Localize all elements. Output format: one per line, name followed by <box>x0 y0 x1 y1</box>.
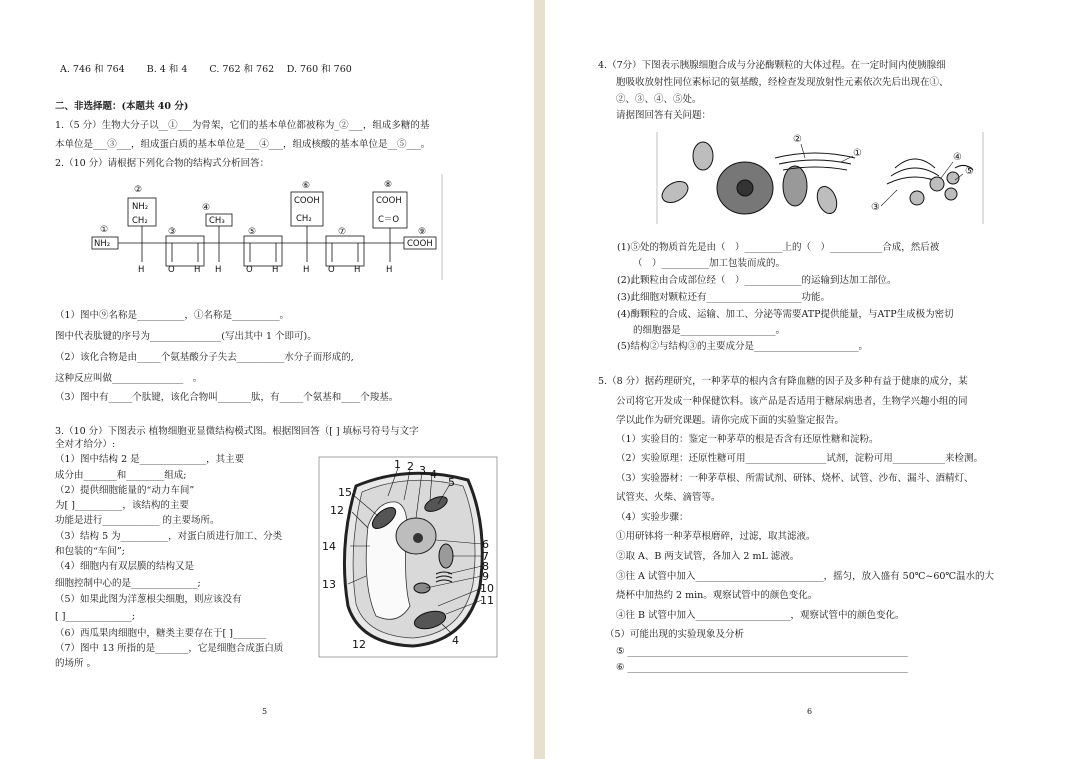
fig-label-3: ③ <box>871 202 880 213</box>
q2-line-5: （3）图中有_____个肽键，该化合物叫_______肽，有_____个氨基和____个羧基。 <box>55 392 399 403</box>
q5-line-7: 试管夹、火柴、滴管等。 <box>616 492 721 503</box>
q4-line-3: ②、③、④、⑤处。 <box>616 94 702 105</box>
cell-label-9: 9 <box>482 570 489 583</box>
q3-line-2: 全对才给分）: <box>55 439 116 450</box>
group-co: C＝O <box>378 215 400 225</box>
page-number-right: 6 <box>807 707 813 716</box>
pancreatic-secretion-figure <box>655 128 985 226</box>
label-3: ③ <box>168 227 177 237</box>
q5-line-10: ②取 A、B 两支试管，各加入 2 mL 滤液。 <box>616 551 800 562</box>
q4-answer-3: (3)此细胞对颗粒还有____________________功能。 <box>617 292 830 303</box>
cell-label-12-bottom: 12 <box>352 638 366 651</box>
cell-label-2: 2 <box>407 460 414 473</box>
q4-answer-1: (1)⑤处的物质首先是由（ ）________上的（ ）___________合成，然后被 <box>617 242 940 253</box>
q5-line-6: （3）实验器材：一种茅草根、所需试剂、研钵、烧杯、试管、沙布、漏斗、酒精灯、 <box>616 473 974 484</box>
q5-line-13: ④往 B 试管中加入____________________，观察试管中的颜色变化。 <box>616 610 905 621</box>
q3-line-9: 和包装的“车间”; <box>55 546 125 557</box>
q5-line-4: （1）实验目的：鉴定一种茅草的根是否含有还原性糖和淀粉。 <box>616 434 879 445</box>
q3-line-8: （3）结构 5 为__________，对蛋白质进行加工、分类 <box>55 531 283 542</box>
atom-h-2: H <box>194 265 201 275</box>
q3-line-16: 的场所 。 <box>55 658 97 669</box>
atom-h-5: H <box>303 265 310 275</box>
fig-label-4: ④ <box>953 152 962 163</box>
q4-answer-5: (5)结构②与结构③的主要成分是______________________。 <box>617 341 868 352</box>
atom-o-2: O <box>246 265 253 275</box>
q3-line-15: （7）图中 13 所指的是_______，它是细胞合成蛋白质 <box>55 643 284 654</box>
group-cooh-r2: COOH <box>376 196 402 206</box>
q5-line-1: 5.（8 分）据药理研究，一种茅草的根内含有降血糖的因子及多种有益于健康的成分，某 <box>598 376 968 387</box>
atom-h-3: H <box>215 265 222 275</box>
q4-line-4: 请据图回答有关问题： <box>616 110 712 121</box>
q1-line-1: 1.（5 分）生物大分子以__①___为骨架，它们的基本单位都被称为_②___，组成多糖的基 <box>55 120 430 131</box>
label-8: ⑧ <box>384 180 393 190</box>
fig-label-2: ② <box>793 134 802 145</box>
page-6 <box>545 0 1079 759</box>
q3-line-13: [ ]______________; <box>55 611 136 622</box>
group-ch2-b: CH₂ <box>296 214 312 224</box>
label-4: ④ <box>202 203 211 213</box>
group-nh2-n-terminus: NH₂ <box>94 239 111 249</box>
atom-h-4: H <box>272 265 279 275</box>
section-title: 二、非选择题：(本题共 40 分) <box>55 101 189 112</box>
peptide-structure-figure <box>80 172 445 282</box>
q2-line-2: 图中代表肽键的序号为_______________(写出其中 1 个即可)。 <box>55 331 317 342</box>
label-5: ⑤ <box>248 227 257 237</box>
q4-line-1: 4.（7分）下图表示胰腺细胞合成与分泌酶颗粒的大体过程。在一定时间内使胰腺细 <box>598 60 946 71</box>
q2-line-3: （2）该化合物是由_____个氨基酸分子失去__________水分子而形成的, <box>55 352 354 363</box>
options-line: A. 746 和 764 B. 4 和 4 C. 762 和 762 D. 760 和 760 <box>60 64 352 75</box>
q5-line-5: （2）实验原理：还原性糖可用_________________试剂，淀粉可用___________来检测。 <box>616 453 984 464</box>
q4-answer-4b: 的细胞器是____________________。 <box>633 325 786 336</box>
atom-o-1: O <box>168 265 175 275</box>
group-cooh-r: COOH <box>294 196 320 206</box>
label-2: ② <box>134 185 143 195</box>
q4-answer-2: (2)此颗粒由合成部位经（ ）____________的运输到达加工部位。 <box>617 275 897 286</box>
cell-label-13: 13 <box>322 578 336 591</box>
cell-label-1: 1 <box>394 458 401 471</box>
q5-line-12: 烧杯中加热约 2 min。观察试管中的颜色变化。 <box>616 590 818 601</box>
q3-line-5: （2）提供细胞能量的“动力车间” <box>55 485 195 496</box>
label-9: ⑨ <box>418 227 427 237</box>
cell-label-10: 10 <box>480 582 494 595</box>
q3-line-12: （5）如果此图为洋葱根尖细胞，则应该没有 <box>55 594 242 605</box>
cell-label-11: 11 <box>480 594 494 607</box>
q5-line-16: ⑥ ___________________________________________________________ <box>616 662 908 673</box>
group-nh2-r: NH₂ <box>132 202 149 212</box>
cell-label-12-top: 12 <box>330 504 344 517</box>
q5-line-9: ①用研钵将一种茅草根磨碎，过滤，取其滤液。 <box>616 531 816 542</box>
atom-h-7: H <box>386 265 393 275</box>
group-ch3: CH₃ <box>209 216 225 226</box>
q5-line-15: ⑤ ___________________________________________________________ <box>616 646 908 657</box>
cell-label-14: 14 <box>322 540 336 553</box>
plant-cell-figure <box>318 456 498 658</box>
q2-title: 2.（10 分）请根据下列化合物的结构式分析回答： <box>55 158 270 169</box>
fig-label-5: ⑤ <box>965 166 974 177</box>
q3-line-6: 为[ ]__________，该结构的主要 <box>55 500 189 511</box>
cell-label-5: 5 <box>448 476 455 489</box>
cell-label-8: 8 <box>482 560 489 573</box>
q4-line-2: 胞吸收放射性同位素标记的氨基酸，经检查发现放射性元素依次先后出现在①、 <box>616 77 949 88</box>
cell-label-15: 15 <box>338 486 352 499</box>
atom-h-6: H <box>354 265 361 275</box>
q3-line-1: 3.（10 分）下图表示 植物细胞亚显微结构模式图。根据图回答（[ ] 填标号符号与文字 <box>55 426 419 437</box>
fig-label-1: ① <box>853 148 862 159</box>
q5-line-8: （4）实验步骤： <box>616 512 689 523</box>
page-gutter <box>534 0 545 759</box>
q4-answer-4: (4)酶颗粒的合成、运输、加工、分泌等需要ATP提供能量，与ATP生成极为密切 <box>617 309 954 320</box>
cell-label-6: 6 <box>482 538 489 551</box>
cell-label-4-bottom: 4 <box>452 634 459 647</box>
cell-label-3: 3 <box>419 464 426 477</box>
page-number-left: 5 <box>262 707 268 716</box>
q5-line-2: 公司将它开发成一种保健饮料。该产品是否适用于糖尿病患者，生物学兴趣小组的同 <box>616 396 968 407</box>
cell-label-4: 4 <box>430 468 437 481</box>
group-ch2-a: CH₂ <box>132 216 148 226</box>
q5-line-3: 学以此作为研究课题。请你完成下面的实验鉴定报告。 <box>616 415 845 426</box>
atom-h-1: H <box>138 265 145 275</box>
atom-o-3: O <box>328 265 335 275</box>
q4-answer-1b: （ ）__________加工包装而成的。 <box>633 258 786 269</box>
q3-line-11: 细胞控制中心的是______________; <box>55 578 201 589</box>
q1-line-2: 本单位是___③___，组成蛋白质的基本单位是___④___，组成核酸的基本单位是__⑤___。 <box>55 139 431 150</box>
q5-line-14: （5）可能出现的实验现象及分析 <box>605 629 745 640</box>
label-7: ⑦ <box>338 227 347 237</box>
label-1: ① <box>100 225 109 235</box>
q2-line-1: （1）图中⑨名称是__________，①名称是__________。 <box>55 310 290 321</box>
q3-line-3: （1）图中结构 2 是______________，其主要 <box>55 454 245 465</box>
page-5 <box>0 0 534 759</box>
cell-label-7: 7 <box>482 550 489 563</box>
group-cooh-c-terminus: COOH <box>407 239 433 249</box>
q3-line-4: 成分由_______和________组成; <box>55 470 187 481</box>
q3-line-7: 功能是进行____________ 的主要场所。 <box>55 515 220 526</box>
q3-line-14: （6）西瓜果肉细胞中，糖类主要存在于[ ]_______ <box>55 628 267 639</box>
label-6: ⑥ <box>302 181 311 191</box>
q2-line-4: 这种反应叫做_______________ 。 <box>55 373 203 384</box>
q3-line-10: （4）细胞内有双层膜的结构又是 <box>55 561 195 572</box>
q5-line-11: ③往 A 试管中加入___________________________，摇匀，放入盛有 50℃~60℃温水的大 <box>616 571 995 582</box>
